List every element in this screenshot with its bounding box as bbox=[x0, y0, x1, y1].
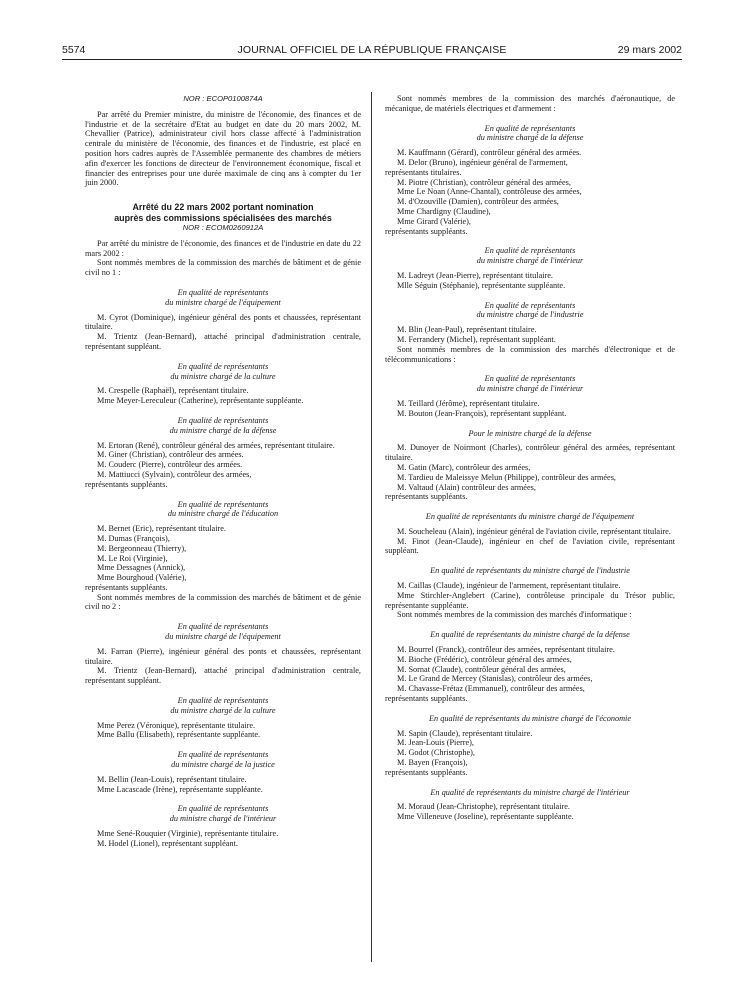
section-heading: En qualité de représentants du ministre chargé de la justice bbox=[171, 750, 275, 770]
member-entry: M. Farran (Pierre), ingénieur général des ponts et chaussées, représentant titulaire. bbox=[85, 646, 361, 666]
section-heading: En qualité de représentants du ministre chargé de l'intérieur bbox=[430, 787, 630, 797]
section-heading: En qualité de représentants du ministre chargé de l'éducation bbox=[167, 499, 279, 519]
member-entry: M. Bouton (Jean-François), représentant suppléant. bbox=[397, 408, 567, 418]
member-entry: M. Bayen (François), bbox=[397, 758, 468, 768]
member-entry: M. Sornat (Claude), contrôleur général des armées, bbox=[397, 664, 566, 674]
member-entry: Mme Ballu (Elisabeth), représentante suppléante. bbox=[97, 730, 261, 740]
column-divider bbox=[371, 92, 372, 962]
page-header bbox=[62, 44, 682, 58]
paragraph: Sont nommés membres de la commission des marchés d'aéronautique, de mécanique, de matériels électriques et d'armement : bbox=[385, 94, 675, 113]
section-heading: En qualité de représentants du ministre chargé de l'industrie bbox=[430, 566, 630, 576]
member-entry: M. Finot (Jean-Claude), ingénieur en chef de l'aviation civile, représentant suppléant. bbox=[385, 536, 675, 556]
section-heading: En qualité de représentants du ministre chargé de la défense bbox=[430, 630, 630, 640]
member-entry: M. Ferrandery (Michel), représentant suppléant. bbox=[397, 334, 556, 344]
member-entry: Mlle Séguin (Stéphanie), représentante suppléante. bbox=[397, 280, 566, 290]
paragraph: Sont nommés membres de la commission des marchés d'informatique : bbox=[397, 610, 632, 620]
member-entry: M. Gatin (Marc), contrôleur des armées, bbox=[397, 462, 531, 472]
member-entry: M. Jean-Louis (Pierre), bbox=[397, 738, 474, 748]
section-heading: En qualité de représentants du ministre chargé de l'intérieur bbox=[476, 374, 584, 394]
member-entry: M. Trientz (Jean-Bernard), attaché principal d'administration centrale, représentant suppléant. bbox=[85, 666, 361, 686]
member-entry: M. Caillas (Claude), ingénieur de l'armement, représentant titulaire. bbox=[397, 581, 621, 591]
member-entry: représentants suppléants. bbox=[385, 694, 468, 704]
member-entry: M. Ladreyt (Jean-Pierre), représentant titulaire. bbox=[397, 270, 553, 280]
member-entry: M. Bernet (Eric), représentant titulaire. bbox=[97, 524, 226, 534]
member-entry: représentants suppléants. bbox=[385, 767, 468, 777]
member-entry: Mme Meyer-Lereculeur (Catherine), représentante suppléante. bbox=[97, 396, 304, 406]
member-entry: représentants suppléants. bbox=[85, 479, 168, 489]
member-entry: M. Delor (Bruno), ingénieur général de l'armement, bbox=[397, 157, 568, 167]
member-entry: M. Crespelle (Raphaël), représentant titulaire. bbox=[97, 386, 249, 396]
member-entry: M. Teillard (Jérôme), représentant titulaire. bbox=[397, 398, 540, 408]
member-entry: Mme Dessagnes (Annick), bbox=[97, 563, 186, 573]
member-entry: M. Godot (Christophe), bbox=[397, 748, 475, 758]
header-rule bbox=[62, 59, 682, 60]
journal-title: JOURNAL OFFICIEL DE LA RÉPUBLIQUE FRANÇAISE bbox=[237, 44, 507, 56]
member-entry: M. Moraud (Jean-Christophe), représentant titulaire. bbox=[397, 802, 570, 812]
member-entry: M. Le Grand de Mercey (Stanislas), contrôleur des armées, bbox=[397, 674, 593, 684]
member-entry: M. Piotre (Christian), contrôleur général des armées, bbox=[397, 177, 571, 187]
member-entry: Mme Perez (Véronique), représentante titulaire. bbox=[97, 720, 256, 730]
member-entry: M. Soucheleau (Alain), ingénieur général de l'aviation civile, représentant titulaire. bbox=[397, 526, 671, 536]
paragraph: Sont nommés membres de la commission des marchés de bâtiment et de génie civil no 1 : bbox=[85, 258, 361, 278]
section-heading: En qualité de représentants du ministre chargé de la culture bbox=[170, 696, 276, 715]
member-entry: M. Cyrot (Dominique), ingénieur général des ponts et chaussées, représentant titulaire. bbox=[85, 312, 361, 332]
member-entry: M. Tardieu de Maleissye Melun (Philippe), contrôleur des armées, bbox=[397, 472, 616, 482]
member-entry: M. Blin (Jean-Paul), représentant titulaire. bbox=[397, 325, 537, 335]
member-entry: M. d'Ozouville (Damien), contrôleur des armées, bbox=[397, 197, 559, 207]
paragraph: Par arrêté du Premier ministre, du ministre de l'économie, des finances et de l'industrie et de la secrétaire d'Etat au budget en date du 20 mars 2002, M. Chevallier (Patrice), administrateur civil hors classe affecté à l'administration centrale du ministère de l'économie, des finances et de l'industrie, est placé en position hors cadres auprès de l'Assemblée permanente des chambres de métiers afin d'exercer les fonctions de directeur de l'environnement économique, fiscal et financier des entreprises pour une durée maximale de cinq ans à compter du 1er juin 2000. bbox=[85, 109, 361, 188]
nor-reference: NOR : ECOP0100874A bbox=[183, 94, 263, 103]
member-entry: M. Le Roi (Virginie), bbox=[97, 553, 168, 563]
member-entry: Mme Chardigny (Claudine), bbox=[397, 206, 491, 216]
decree-title: Arrêté du 22 mars 2002 portant nomination auprès des commissions spécialisées des marchés bbox=[114, 202, 332, 223]
member-entry: Mme Stirchler-Anglebert (Carine), contrôleuse principale du Trésor public, représentante suppléante. bbox=[385, 590, 675, 610]
member-entry: Mme Bourghoud (Valérie), bbox=[97, 573, 187, 583]
section-heading: En qualité de représentants du ministre chargé de l'intérieur bbox=[476, 246, 584, 266]
member-entry: M. Kauffmann (Gérard), contrôleur général des armées. bbox=[397, 148, 582, 158]
member-entry: M. Bergeonneau (Thierry), bbox=[97, 543, 187, 553]
section-heading: Pour le ministre chargé de la défense bbox=[468, 428, 592, 438]
member-entry: M. Bioche (Frédéric), contrôleur général des armées, bbox=[397, 654, 572, 664]
section-heading: En qualité de représentants du ministre chargé de la culture bbox=[170, 361, 276, 381]
page-number: 5574 bbox=[62, 44, 86, 56]
member-entry: Mme Le Noan (Anne-Chantal), contrôleuse des armées, bbox=[397, 187, 582, 197]
member-entry: M. Ertoran (René), contrôleur général des armées, représentant titulaire. bbox=[97, 440, 335, 450]
section-heading: En qualité de représentants du ministre chargé de l'équipement bbox=[165, 622, 281, 642]
member-entry: M. Hodel (Lionel), représentant suppléant. bbox=[97, 838, 238, 848]
member-entry: M. Giner (Christian), contrôleur des armées. bbox=[97, 450, 244, 460]
section-heading: En qualité de représentants du ministre chargé de la défense bbox=[476, 123, 584, 143]
issue-date: 29 mars 2002 bbox=[617, 44, 682, 56]
paragraph: Sont nommés membres de la commission des marchés d'électronique et de télécommunications : bbox=[385, 344, 675, 364]
paragraph: Sont nommés membres de la commission des marchés de bâtiment et de génie civil no 2 : bbox=[85, 592, 361, 612]
member-entry: M. Valtaud (Alain) contrôleur des armées, bbox=[397, 482, 536, 492]
member-entry: M. Bellin (Jean-Louis), représentant titulaire. bbox=[97, 774, 247, 784]
member-entry: M. Sapin (Claude), représentant titulaire. bbox=[397, 728, 533, 738]
member-entry: Mme Girard (Valérie), bbox=[397, 216, 471, 226]
member-entry: représentants titulaires. bbox=[385, 167, 462, 177]
member-entry: représentants suppléants. bbox=[385, 492, 468, 502]
member-entry: M. Chavasse-Frétaz (Emmanuel), contrôleur des armées, bbox=[397, 684, 585, 694]
right-column bbox=[385, 94, 675, 822]
member-entry: M. Mattiucci (Sylvain), contrôleur des armées, bbox=[97, 469, 252, 479]
member-entry: M. Bourrel (Franck), contrôleur des armées, représentant titulaire. bbox=[397, 645, 615, 655]
section-heading: En qualité de représentants du ministre chargé de l'intérieur bbox=[169, 804, 277, 824]
member-entry: M. Dumas (François), bbox=[97, 533, 170, 543]
nor-reference: NOR : ECOM0260912A bbox=[182, 222, 264, 232]
section-heading: En qualité de représentants du ministre chargé de l'économie bbox=[428, 713, 631, 723]
member-entry: Mme Sené-Rouquier (Virginie), représentante titulaire. bbox=[97, 829, 279, 839]
section-heading: En qualité de représentants du ministre chargé de l'équipement bbox=[425, 512, 635, 522]
member-entry: Mme Lacascade (Irène), représentante suppléante. bbox=[97, 784, 263, 794]
member-entry: M. Couderc (Pierre), contrôleur des armées. bbox=[97, 460, 243, 470]
member-entry: M. Trientz (Jean-Bernard), attaché principal d'administration centrale, représentant suppléant. bbox=[85, 332, 361, 351]
section-heading: En qualité de représentants du ministre chargé de l'industrie bbox=[476, 300, 584, 320]
member-entry: représentants suppléants. bbox=[385, 226, 468, 236]
paragraph: Par arrêté du ministre de l'économie, des finances et de l'industrie en date du 22 mars 2002 : bbox=[85, 238, 361, 258]
section-heading: En qualité de représentants du ministre chargé de l'équipement bbox=[165, 287, 281, 307]
section-heading: En qualité de représentants du ministre chargé de la défense bbox=[169, 415, 277, 435]
member-entry: représentants suppléants. bbox=[85, 582, 168, 592]
member-entry: M. Dunoyer de Noirmont (Charles), contrôleur général des armées, représentant titulaire. bbox=[385, 443, 675, 463]
member-entry: Mme Villeneuve (Joseline), représentante suppléante. bbox=[397, 812, 574, 822]
left-column bbox=[85, 94, 361, 849]
